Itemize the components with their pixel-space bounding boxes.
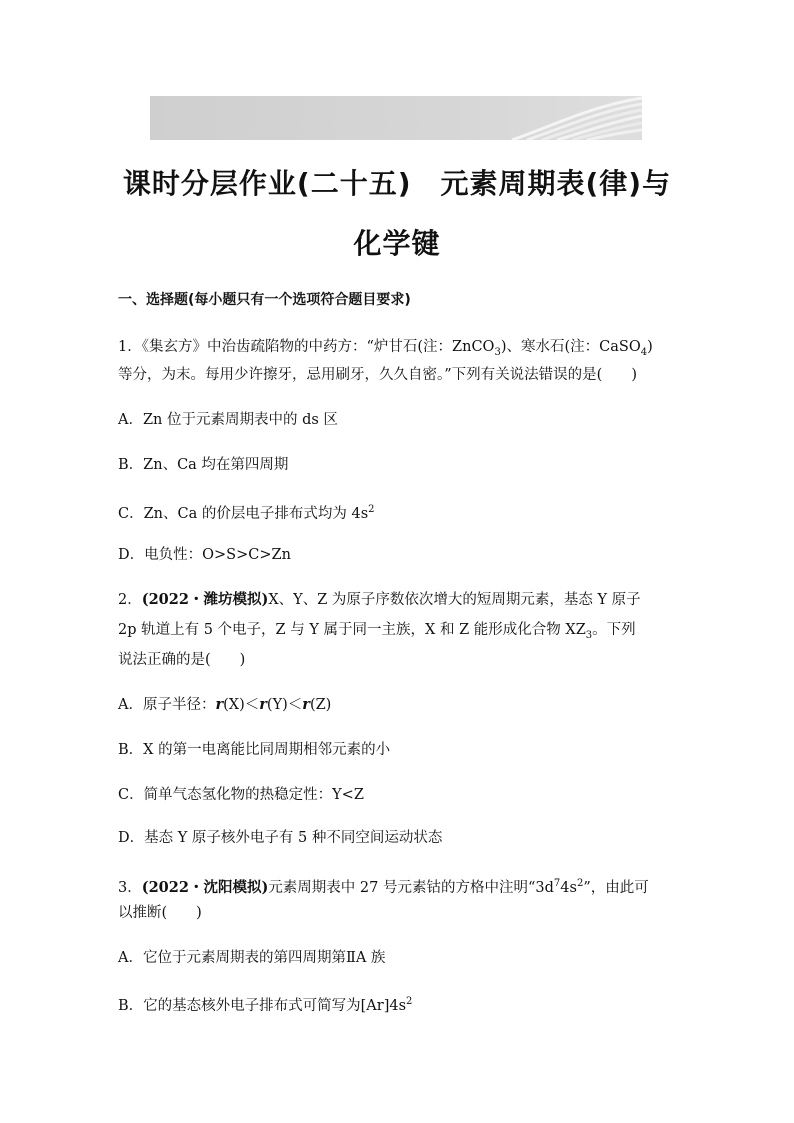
q2-option-c: C．简单气态氢化物的热稳定性：Y<Z (118, 787, 364, 803)
q1-option-c: C．Zn、Ca 的价层电子排布式均为 $4s^2$ (118, 504, 375, 522)
q3-stem-line2: 以推断( ) (118, 905, 202, 921)
q1-stem-line2: 等分，为末。每用少许擦牙，忌用刷牙，久久自密。”下列有关说法错误的是( ) (118, 367, 637, 383)
q3-option-b: B．它的基态核外电子排布式可简写为$[Ar]4s^2$ (118, 996, 413, 1014)
q2-stem-line2: 2p 轨道上有 5 个电子，Z 与 Y 属于同一主族，X 和 Z 能形成化合物 $XZ_3$。下列 (118, 622, 636, 641)
q1-stem-line1: 1．《集玄方》中治齿疏陷物的中药方：“炉甘石(注：ZnCO$_3$)、寒水石(注：CaSO$_4$) (118, 339, 653, 358)
page-title-line2: 化学键 (353, 227, 441, 260)
page-title: 课时分层作业(二十五) 元素周期表(律)与 (122, 167, 672, 200)
q2-option-b: B．X 的第一电离能比同周期相邻元素的小 (118, 742, 391, 758)
q3-option-a: A．它位于元素周期表的第四周期第ⅡA 族 (118, 950, 386, 966)
q1-option-d: D．电负性：O>S>C>Zn (118, 547, 291, 563)
page-curl-decoration (492, 96, 642, 140)
q2-stem-line3: 说法正确的是( ) (118, 652, 246, 668)
q3-stem-line1: 3．(2022・沈阳模拟)元素周期表中 27 号元素钴的方格中注明“$3d^74s^2$”，由此可 (118, 878, 649, 896)
q2-option-d: D．基态 Y 原子核外电子有 5 种不同空间运动状态 (118, 830, 443, 846)
section-heading: 一、选择题(每小题只有一个选项符合题目要求) (118, 292, 411, 308)
header-banner (150, 96, 642, 140)
q2-option-a: A．原子半径：r(X)＜r(Y)＜r(Z) (118, 696, 332, 713)
q1-option-b: B．Zn、Ca 均在第四周期 (118, 457, 289, 473)
q1-option-a: A．Zn 位于元素周期表中的 ds 区 (118, 412, 338, 428)
q2-stem-line1: 2．(2022・潍坊模拟)X、Y、Z 为原子序数依次增大的短周期元素，基态 Y 原子 (118, 591, 641, 608)
